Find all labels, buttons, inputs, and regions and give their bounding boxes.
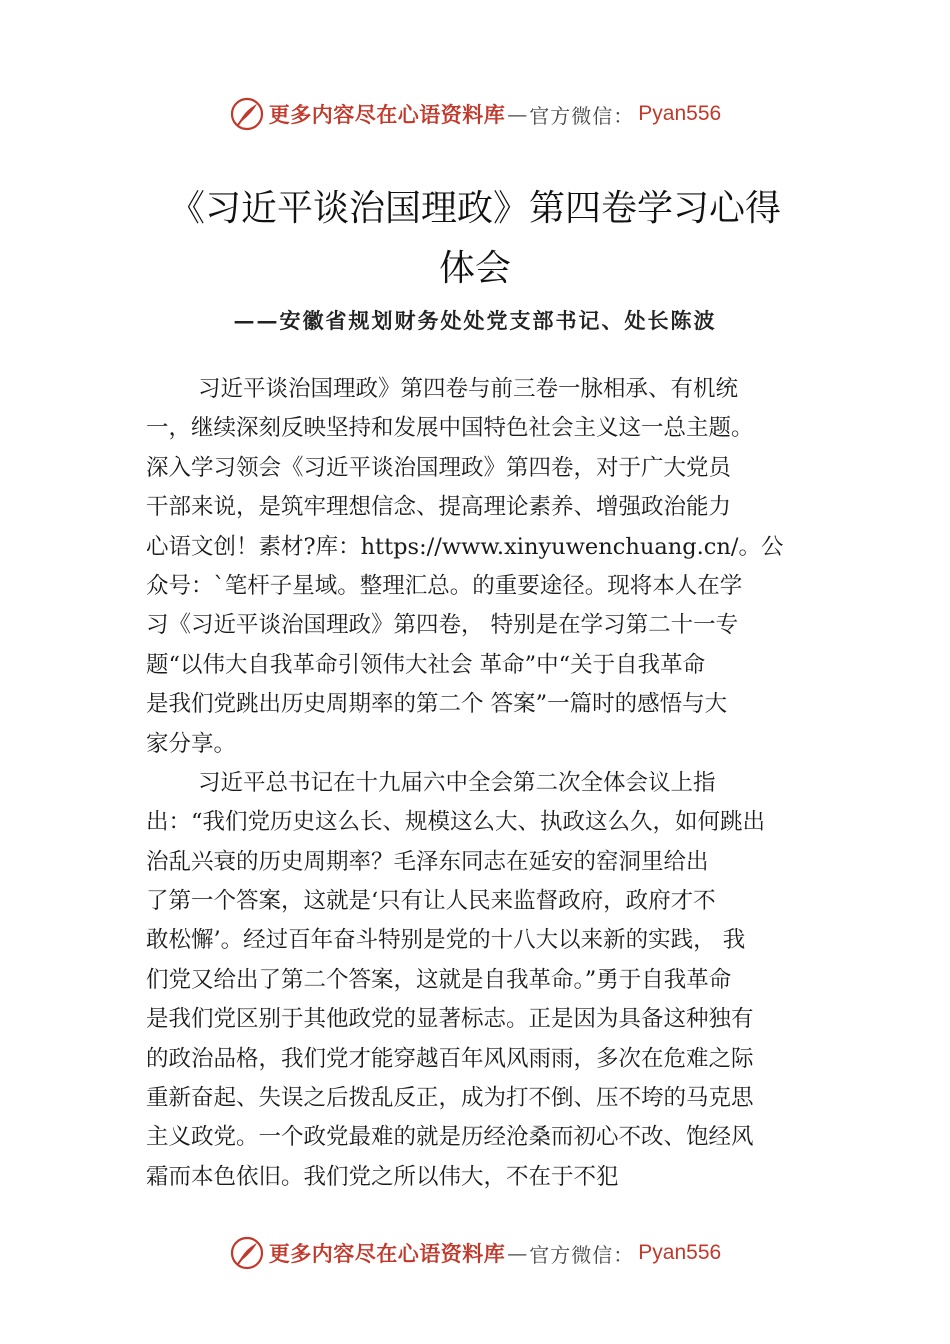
text-line: 治乱兴衰的历史周期率？毛泽东同志在延安的窑洞里给出 (146, 848, 709, 875)
text-line: 干部来说，是筑牢理想信念、提高理论素养、增强政治能力 (146, 494, 732, 521)
text-line: 众号：`笔杆子星域。整理汇总。的重要途径。现将本人在学 (146, 572, 743, 599)
text-line: 习《习近平谈治国理政》第四卷， 特别是在学习第二十一专 (146, 612, 739, 639)
text-line: 一，继续深刻反映坚持和发展中国特色社会主义这一总主题。 (146, 415, 754, 442)
text-line: 出：“我们党历史这么长、规模这么大、执政这么久，如何跳出 (146, 809, 766, 836)
wechat-id: Pyan556 (638, 102, 722, 125)
text-line: 家分享。 (146, 730, 237, 757)
text-line: 习近平谈治国理政》第四卷与前三卷一脉相承、有机统 (198, 376, 739, 402)
paragraph-2 (146, 764, 826, 1197)
text-line: 是我们党跳出历史周期率的第二个 答案”一篇时的感悟与大 (146, 691, 728, 718)
text-line: 是我们党区别于其他政党的显著标志。正是因为具备这种独有 (146, 1006, 754, 1033)
feather-logo-icon (229, 1235, 265, 1271)
text-line: 重新奋起、失误之后拨乱反正，成为打不倒、压不垮的马克思 (146, 1085, 754, 1112)
text-line: 敢松懈’。经过百年奋斗特别是党的十八大以来新的实践， 我 (146, 927, 746, 954)
document-title-line-2: 体会 (438, 248, 511, 289)
text-line: 了第一个答案，这就是‘只有让人民来监督政府，政府才不 (146, 888, 716, 915)
text-line: 习近平总书记在十九届六中全会第二次全体会议上指 (198, 769, 716, 796)
document-body (146, 370, 826, 1197)
text-line: 深入学习领会《习近平谈治国理政》第四卷，对于广大党员 (146, 454, 732, 481)
paragraph-1 (146, 370, 826, 764)
text-line: 题“以伟大自我革命引领伟大社会 革命”中“关于自我革命 (146, 651, 706, 678)
site-name: 更多内容尽在心语资料库 (268, 102, 506, 127)
wechat-id: Pyan556 (638, 1241, 722, 1264)
document-title-line-1: 《习近平谈治国理政》第四卷学习心得 (168, 188, 781, 229)
text-line: 们党又给出了第二个答案，这就是自我革命。”勇于自我革命 (146, 966, 732, 993)
site-name: 更多内容尽在心语资料库 (268, 1241, 506, 1266)
text-line: 的政治品格，我们党才能穿越百年风风雨雨，多次在危难之际 (146, 1045, 754, 1072)
banner-separator: — (507, 102, 528, 126)
wechat-label: 官方微信： (529, 1242, 635, 1267)
text-line: 心语文创！素材?库：https://www.xinyuwenchuang.cn/。公 (146, 533, 784, 560)
footer-banner (0, 1233, 950, 1273)
text-line: 霜而本色依旧。我们党之所以伟大，不在于不犯 (146, 1163, 619, 1190)
wechat-label: 官方微信： (529, 103, 635, 128)
text-line: 主义政党。一个政党最难的就是历经沧桑而初心不改、饱经风 (146, 1124, 754, 1151)
header-banner (0, 94, 950, 134)
banner-separator: — (507, 1241, 528, 1265)
document-subtitle: ——安徽省规划财务处处党支部书记、处长陈波 (233, 308, 717, 333)
feather-logo-icon (229, 96, 265, 132)
